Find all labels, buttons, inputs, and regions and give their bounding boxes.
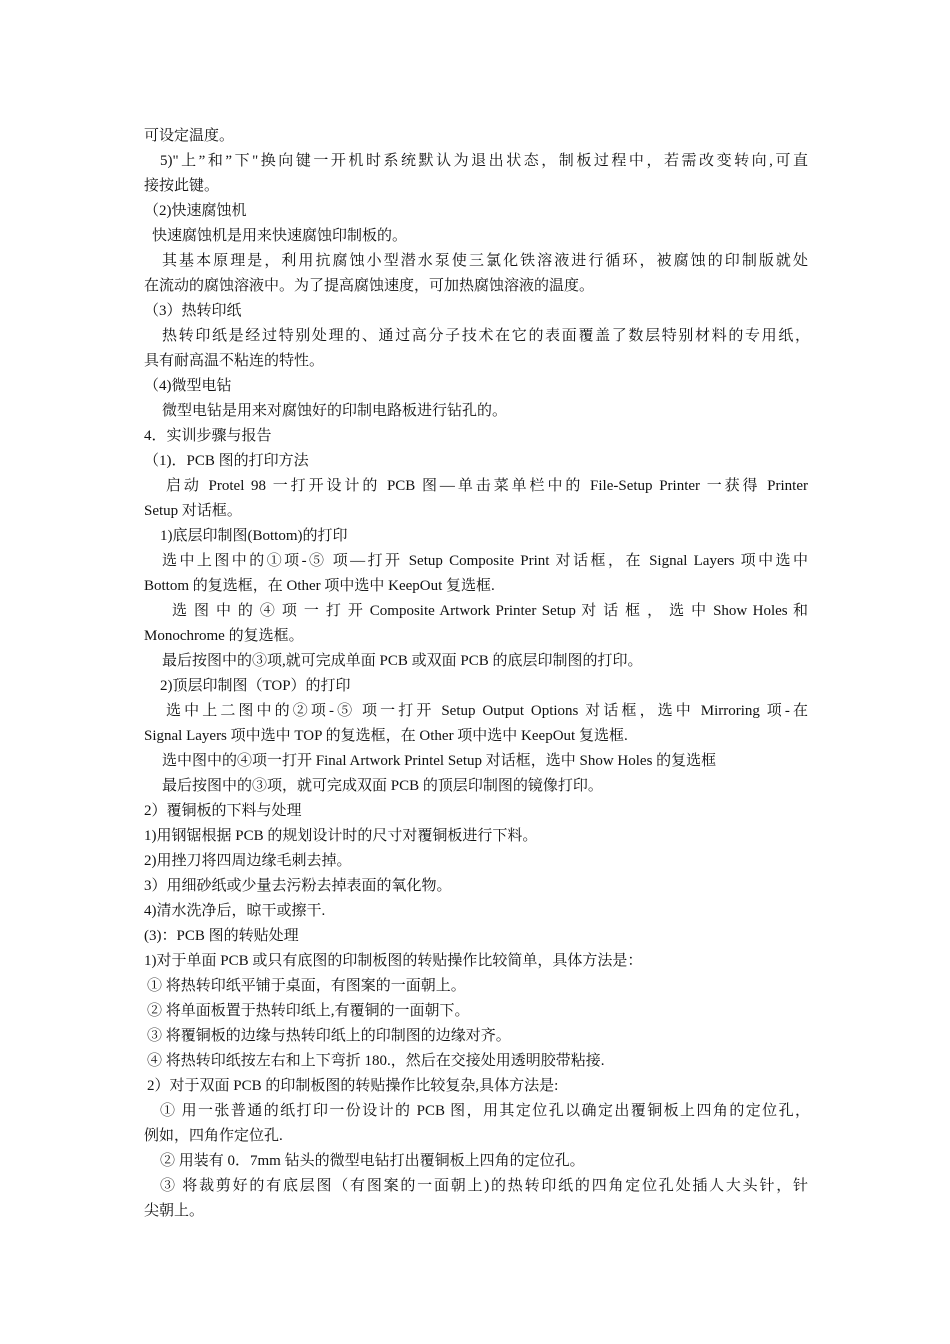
section-heading: 2)顶层印制图（TOP）的打印 [160, 678, 351, 694]
text-line: 在流动的腐蚀溶液中。为了提高腐蚀速度，可加热腐蚀溶液的温度。 [144, 278, 595, 294]
text-line: 5)"上”和”下"换向键一开机时系统默认为退出状态，制板过程中，若需改变转向,可直 [160, 153, 808, 169]
text-line: 热转印纸是经过特别处理的、通过高分子技术在它的表面覆盖了数层特别材料的专用纸， [162, 328, 810, 344]
text-line: 例如，四角作定位孔. [144, 1128, 283, 1144]
section-heading: （4)微型电钻 [144, 378, 232, 394]
text-line: 快速腐蚀机是用来快速腐蚀印制板的。 [152, 228, 408, 244]
text-line: 接按此键。 [144, 178, 220, 194]
text-line: 选中上图中的①项-⑤ 项—打开 Setup Composite Print 对话框，在 Signal Layers 项中选中 [162, 553, 808, 569]
list-item: ① 用一张普通的纸打印一份设计的 PCB 图，用其定位孔以确定出覆铜板上四角的定位孔， [160, 1103, 810, 1119]
text-line: 最后按图中的③项,就可完成单面 PCB 或双面 PCB 的底层印制图的打印。 [162, 653, 643, 669]
text-line: 具有耐高温不粘连的特性。 [144, 353, 325, 369]
text-line: 2)用挫刀将四周边缘毛刺去掉。 [144, 853, 352, 869]
text-line: 尖朝上。 [144, 1203, 205, 1219]
text-line: 其基本原理是，利用抗腐蚀小型潜水泵使三氯化铁溶液进行循环，被腐蚀的印制版就处 [162, 253, 808, 269]
text-line: 最后按图中的③项，就可完成双面 PCB 的顶层印制图的镜像打印。 [162, 778, 603, 794]
text-line: 选 图 中 的 ④ 项 一 打 开 Composite Artwork Printer Setup 对 话 框 ， 选 中 Show Holes 和 [172, 603, 808, 619]
section-heading: 2）覆铜板的下料与处理 [144, 803, 302, 819]
section-heading: (3)：PCB 图的转贴处理 [144, 928, 299, 944]
text-line: 微型电钻是用来对腐蚀好的印制电路板进行钻孔的。 [162, 403, 508, 419]
list-item: ① 将热转印纸平铺于桌面，有图案的一面朝上。 [147, 978, 466, 994]
section-heading: （1)．PCB 图的打印方法 [144, 453, 309, 469]
list-item: ③ 将裁剪好的有底层图（有图案的一面朝上)的热转印纸的四角定位孔处插人大头针，针 [160, 1178, 808, 1194]
list-item: ② 用装有 0．7mm 钻头的微型电钻打出覆铜板上四角的定位孔。 [160, 1153, 585, 1169]
text-line: Setup 对话框。 [144, 503, 242, 519]
text-line: Monochrome 的复选框。 [144, 628, 304, 644]
text-line: 选中图中的④项一打开 Final Artwork Printel Setup 对话框，选中 Show Holes 的复选框 [162, 753, 717, 769]
section-heading: 4．实训步骤与报告 [144, 428, 272, 444]
section-heading: （2)快速腐蚀机 [144, 203, 247, 219]
text-line: Bottom 的复选框，在 Other 项中选中 KeepOut 复选框. [144, 578, 495, 594]
list-item: ④ 将热转印纸按左右和上下弯折 180.，然后在交接处用透明胶带粘接. [147, 1053, 605, 1069]
list-item: ② 将单面板置于热转印纸上,有覆铜的一面朝下。 [147, 1003, 470, 1019]
text-line: 启动 Protel 98 一打开设计的 PCB 图—单击菜单栏中的 File-Setup Printer 一获得 Printer [166, 478, 808, 494]
section-heading: （3）热转印纸 [144, 303, 242, 319]
text-line: 可设定温度。 [144, 128, 235, 144]
text-line: 2）对于双面 PCB 的印制板图的转贴操作比较复杂,具体方法是: [147, 1078, 559, 1094]
text-line: 4)清水洗净后，晾干或擦干. [144, 903, 326, 919]
section-heading: 1)底层印制图(Bottom)的打印 [160, 528, 348, 544]
text-line: 1)用钢锯根据 PCB 的规划设计时的尺寸对覆铜板进行下料。 [144, 828, 538, 844]
text-line: 1)对于单面 PCB 或只有底图的印制板图的转贴操作比较简单，具体方法是： [144, 953, 643, 969]
text-line: 选中上二图中的②项-⑤ 项一打开 Setup Output Options 对话框，选中 Mirroring 项-在 [166, 703, 808, 719]
list-item: ③ 将覆铜板的边缘与热转印纸上的印制图的边缘对齐。 [147, 1028, 511, 1044]
text-line: Signal Layers 项中选中 TOP 的复选框，在 Other 项中选中 KeepOut 复选框. [144, 728, 628, 744]
text-line: 3）用细砂纸或少量去污粉去掉表面的氧化物。 [144, 878, 452, 894]
